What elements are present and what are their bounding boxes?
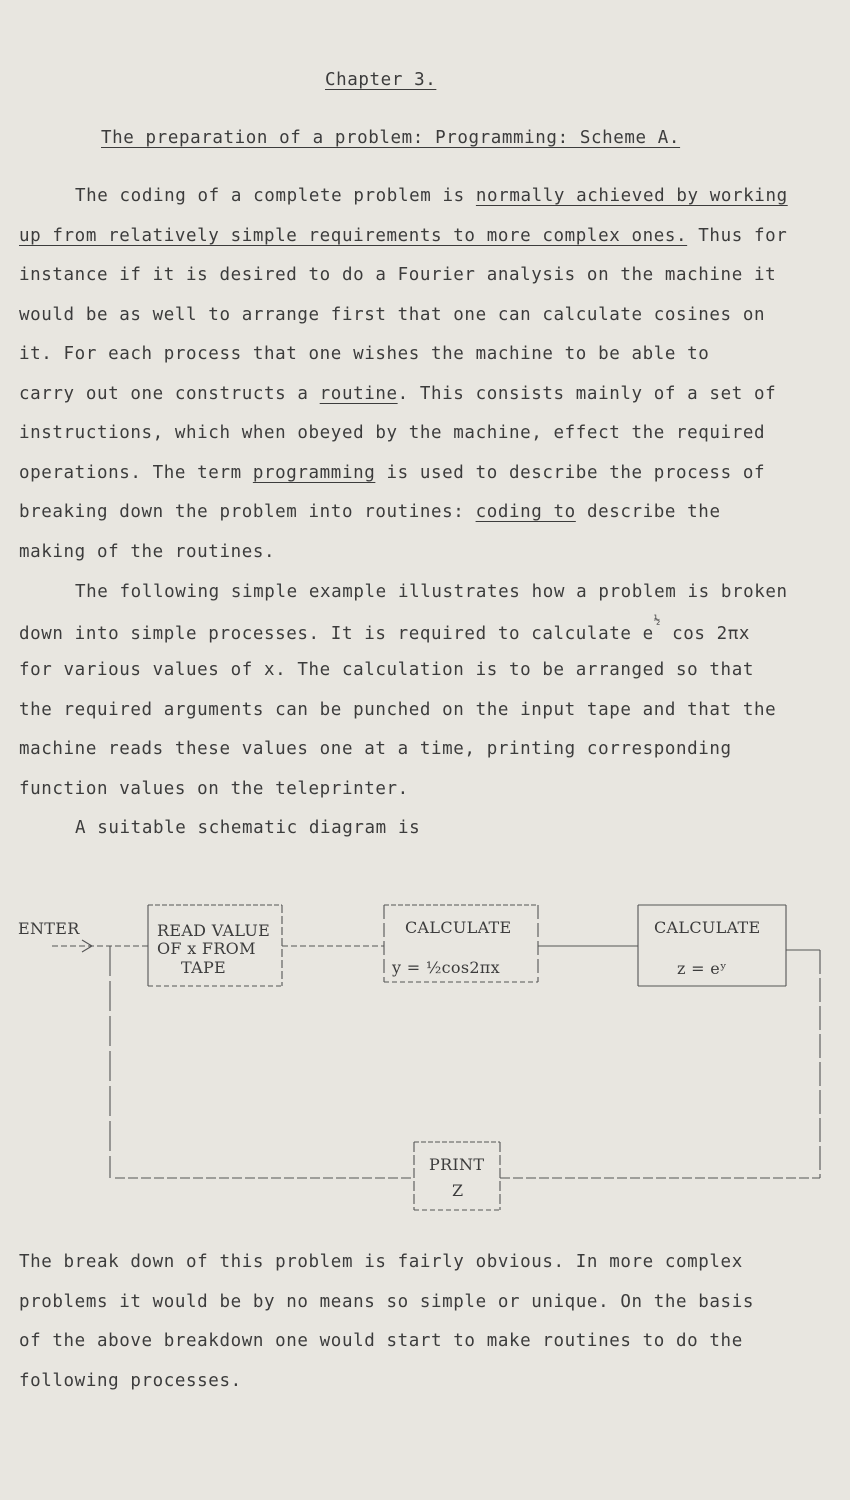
text-line: of the above breakdown one would start to make routines to do the: [19, 1331, 743, 1351]
text-line: up from relatively simple requirements to more complex ones. Thus for: [19, 226, 788, 246]
text-line: function values on the teleprinter.: [19, 779, 409, 799]
text-line: for various values of x. The calculation is to be arranged so that: [19, 660, 754, 680]
chapter-heading: Chapter 3.: [325, 70, 437, 90]
read-box-line-2: OF x FROM: [157, 939, 256, 958]
text-line: would be as well to arrange first that one can calculate cosines on: [19, 305, 766, 325]
section-title: The preparation of a problem: Programming: Scheme A.: [101, 128, 681, 148]
enter-label: ENTER: [18, 919, 80, 938]
text-line: following processes.: [19, 1371, 242, 1391]
text-line: down into simple processes. It is required to calculate $e^{\frac{1}{2}}$ cos 2πx: [19, 613, 751, 644]
schematic-flow-diagram: [0, 890, 850, 1230]
text-line: carry out one constructs a routine. This consists mainly of a set of: [19, 384, 777, 404]
text-line: instance if it is desired to do a Fourier analysis on the machine it: [19, 265, 777, 285]
text-line: The break down of this problem is fairly obvious. In more complex: [19, 1252, 743, 1272]
text-line: instructions, which when obeyed by the machine, effect the required: [19, 423, 766, 443]
text-line: breaking down the problem into routines: coding to describe the: [19, 502, 721, 522]
text-line: The following simple example illustrates how a problem is broken: [75, 582, 788, 602]
text-line: the required arguments can be punched on the input tape and that the: [19, 700, 777, 720]
text-line: machine reads these values one at a time, printing corresponding: [19, 739, 732, 759]
print-box-line-2: Z: [452, 1181, 464, 1200]
text-line: A suitable schematic diagram is: [75, 818, 421, 838]
calc1-box-line-1: CALCULATE: [405, 918, 512, 937]
read-box-line-1: READ VALUE: [157, 921, 271, 940]
calc1-box-line-2: y = ½cos2πx: [392, 958, 500, 977]
text-line: making of the routines.: [19, 542, 276, 562]
text-line: it. For each process that one wishes the machine to be able to: [19, 344, 710, 364]
text-line: The coding of a complete problem is normally achieved by working: [75, 186, 788, 206]
print-box-line-1: PRINT: [429, 1155, 485, 1174]
text-line: operations. The term programming is used to describe the process of: [19, 463, 766, 483]
exponent-fraction: ½: [653, 613, 661, 626]
text-line: problems it would be by no means so simple or unique. On the basis: [19, 1292, 754, 1312]
read-box-line-3: TAPE: [181, 958, 226, 977]
calc2-box-line-1: CALCULATE: [654, 918, 761, 937]
calc2-box-line-2: z = eʸ: [677, 959, 728, 978]
